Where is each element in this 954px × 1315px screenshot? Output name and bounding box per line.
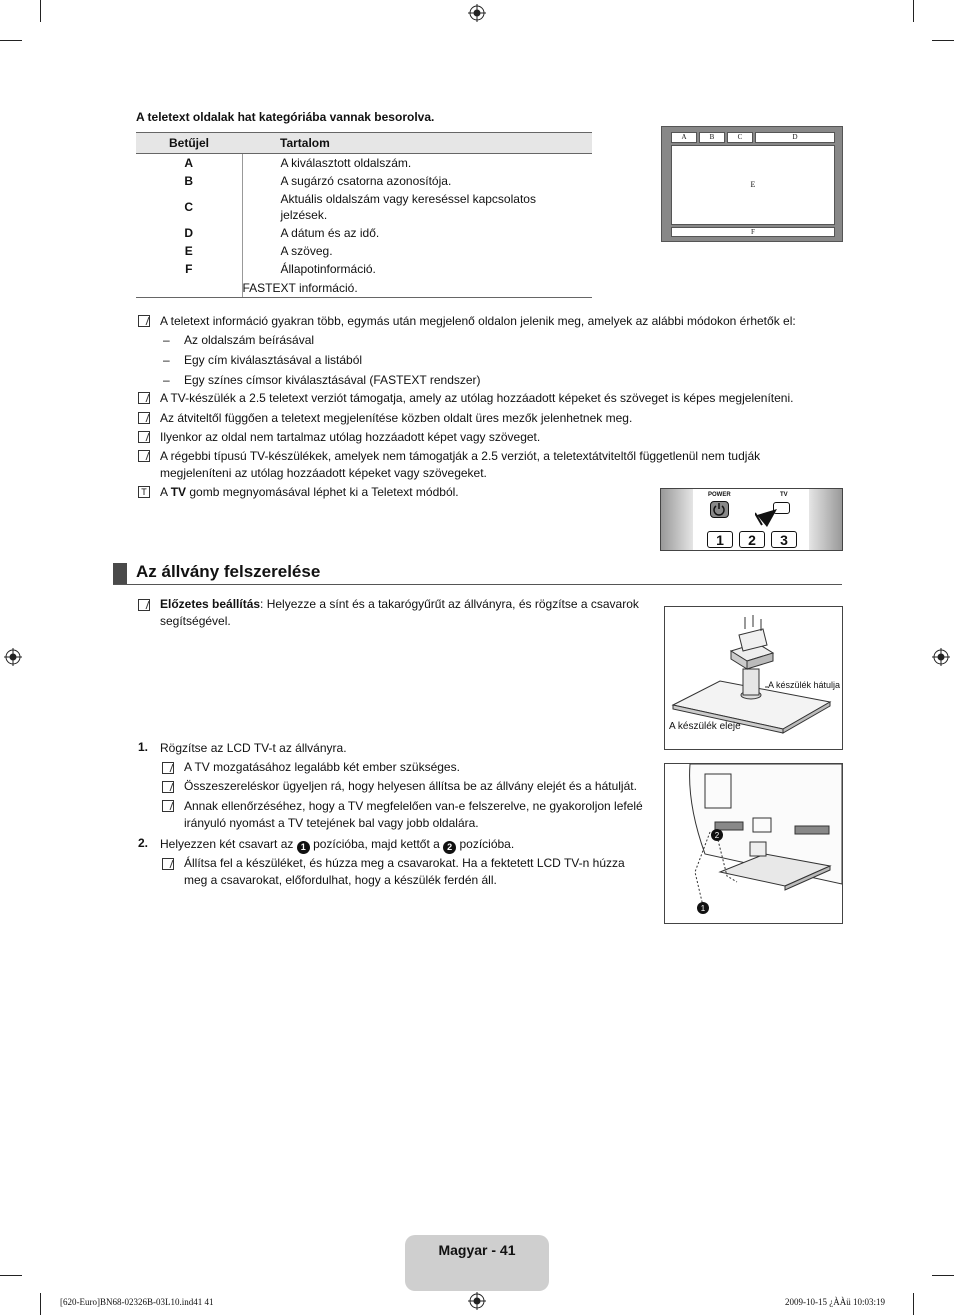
list-item: Egy színes címsor kiválasztásával (FASTEXT rendszer) <box>184 373 481 387</box>
note-icon <box>138 315 150 327</box>
teletext-footer-label: F <box>671 227 835 237</box>
crop-mark <box>0 40 22 41</box>
table-cell-letter: E <box>136 242 242 260</box>
pre-setup-text <box>160 596 639 613</box>
dash-bullet: – <box>163 373 170 387</box>
table-row <box>136 154 592 173</box>
teletext-category-table <box>136 132 592 298</box>
note-text: Állítsa fel a készüléket, és húzza meg a csavarokat. Ha a fektetett LCD TV-n húzza <box>184 856 625 870</box>
page-number: Magyar - 41 <box>438 1242 516 1258</box>
step-text: Rögzítse az LCD TV-t az állványra. <box>160 741 347 755</box>
note-text: A régebbi típusú TV-készülékek, amelyek nem támogatják a 2.5 verziót, a teletextátviteltől függetlenül nem tudják <box>160 449 761 463</box>
teletext-body-label: E <box>750 180 756 189</box>
table-cell-content: Aktuális oldalszám vagy kereséssel kapcsolatos <box>280 192 536 206</box>
teletext-tab-d: D <box>755 132 835 143</box>
front-label: A készülék eleje <box>669 721 741 732</box>
section-divider <box>113 584 842 585</box>
section-heading-bar <box>113 563 127 584</box>
note-icon <box>138 431 150 443</box>
note-icon <box>138 412 150 424</box>
tv-back-drawing <box>665 764 842 923</box>
note-text: meg a csavarokat, előfordulhat, hogy a készülék ferdén áll. <box>184 873 497 887</box>
back-label: A készülék hátulja <box>768 680 841 690</box>
table-cell-letter: D <box>136 224 242 242</box>
registration-mark-icon <box>932 648 950 666</box>
table-cell-content: A szöveg. <box>280 244 333 258</box>
power-label: POWER <box>708 492 731 498</box>
step-text-part: pozícióba. <box>456 837 515 851</box>
table-header-letter: Betűjel <box>136 133 242 154</box>
remote-side-left <box>661 489 693 550</box>
pointer-arrow-icon <box>755 507 785 529</box>
table-row <box>136 242 592 260</box>
step-number: 1. <box>138 740 149 754</box>
registration-mark-icon <box>4 648 22 666</box>
table-cell-content: A kiválasztott oldalszám. <box>280 156 412 170</box>
tv-label: TV <box>780 492 788 498</box>
dash-bullet: – <box>163 353 170 367</box>
remote-side-right <box>809 489 842 550</box>
note-icon <box>162 781 174 793</box>
dash-bullet: – <box>163 333 170 347</box>
table-cell-letter: B <box>136 172 242 190</box>
teletext-body-area <box>671 145 835 225</box>
crop-mark <box>932 1275 954 1276</box>
tip-icon: T <box>138 486 150 498</box>
crop-mark <box>0 1275 22 1276</box>
note-icon <box>162 800 174 812</box>
crop-mark <box>913 1293 914 1315</box>
table-cell-content: A dátum és az idő. <box>280 226 380 240</box>
table-cell-content: jelzések. <box>280 208 328 222</box>
step-text-part: Helyezzen két csavart az <box>160 837 297 851</box>
table-cell-letter <box>136 278 242 298</box>
table-row <box>136 260 592 278</box>
position-1-icon: 1 <box>297 841 310 854</box>
note-icon <box>162 762 174 774</box>
pre-setup-text: segítségével. <box>160 614 231 628</box>
crop-mark <box>913 0 914 22</box>
table-cell-letter: C <box>136 190 242 224</box>
key-2: 2 <box>739 531 765 548</box>
position-2-icon: 2 <box>443 841 456 854</box>
registration-mark-icon <box>468 1292 486 1310</box>
teletext-tab-b: B <box>699 132 725 143</box>
table-cell-letter: F <box>136 260 242 278</box>
note-icon <box>138 599 150 611</box>
note-text: irányuló nyomást a TV tetejének bal vagy jobb oldalára. <box>184 816 479 830</box>
crop-mark <box>932 40 954 41</box>
pre-setup-text-part: : Helyezze a sínt és a takarógyűrűt az állványra, és rögzítse a csavarok <box>260 597 639 611</box>
step-text <box>160 836 514 854</box>
tv-button-name: TV <box>170 485 187 499</box>
svg-text:1: 1 <box>700 904 706 913</box>
crop-mark <box>40 0 41 22</box>
note-text-part: gomb megnyomásával léphet ki a Teletext módból. <box>186 485 459 499</box>
note-icon <box>162 858 174 870</box>
imprint-right: 2009-10-15 ¿ÀÀü 10:03:19 <box>785 1297 885 1307</box>
tv-back-illustration <box>664 763 843 924</box>
section-title: Az állvány felszerelése <box>136 562 321 581</box>
note-text: Az átviteltől függően a teletext megjelenítése közben oldalt üres mezők jelenhetnek meg. <box>160 411 633 425</box>
note-text: A TV mozgatásához legalább két ember szükséges. <box>184 760 460 774</box>
crop-mark <box>40 1293 41 1315</box>
note-icon <box>138 450 150 462</box>
power-icon <box>710 501 729 518</box>
svg-text:2: 2 <box>714 831 720 840</box>
note-text: A teletext információ gyakran több, egymás után megjelenő oldalon jelenik meg, amelyek az alábbi módokon érhetők el: <box>160 314 796 328</box>
teletext-intro: A teletext oldalak hat kategóriába vannak besorolva. <box>136 110 435 124</box>
table-header-content: Tartalom <box>242 133 592 154</box>
table-row <box>136 172 592 190</box>
registration-mark-icon <box>468 4 486 22</box>
step-text-part: pozícióba, majd kettőt a <box>309 837 444 851</box>
note-icon <box>138 392 150 404</box>
teletext-layout-diagram <box>661 126 843 242</box>
pre-setup-label: Előzetes beállítás <box>160 597 261 611</box>
table-cell-content: FASTEXT információ. <box>242 281 358 295</box>
teletext-tab-a: A <box>671 132 697 143</box>
list-item: Egy cím kiválasztásával a listából <box>184 353 363 367</box>
note-text: A TV-készülék a 2.5 teletext verziót támogatja, amely az utólag hozzáadott képeket és szöveget is képes megjeleníteni. <box>160 391 794 405</box>
note-text: Annak ellenőrzéséhez, hogy a TV megfelelően van-e felszerelve, ne gyakoroljon lefelé <box>184 799 643 813</box>
teletext-tab-c: C <box>727 132 753 143</box>
table-row <box>136 190 592 224</box>
step-number: 2. <box>138 836 149 850</box>
table-row <box>136 278 592 298</box>
stand-illustration <box>664 606 843 750</box>
list-item: Az oldalszám beírásával <box>184 333 315 347</box>
table-cell-content: Állapotinformáció. <box>280 262 376 276</box>
imprint-left: [620-Euro]BN68-02326B-03L10.ind41 41 <box>60 1297 214 1307</box>
table-cell-letter: A <box>136 154 242 173</box>
note-text: megjeleníteni az utólag hozzáadott képeket vagy szövegeket. <box>160 466 487 480</box>
note-text: Ilyenkor az oldal nem tartalmaz utólag hozzáadott képet vagy szöveget. <box>160 430 541 444</box>
note-text <box>160 484 459 501</box>
note-text: Összeszereléskor ügyeljen rá, hogy helyesen állítsa be az állvány elejét és a hátulját. <box>184 779 637 793</box>
remote-illustration <box>660 488 843 551</box>
key-1: 1 <box>707 531 733 548</box>
table-row <box>136 224 592 242</box>
key-3: 3 <box>771 531 797 548</box>
note-text-part: A <box>160 485 171 499</box>
table-cell-content: A sugárzó csatorna azonosítója. <box>280 174 452 188</box>
